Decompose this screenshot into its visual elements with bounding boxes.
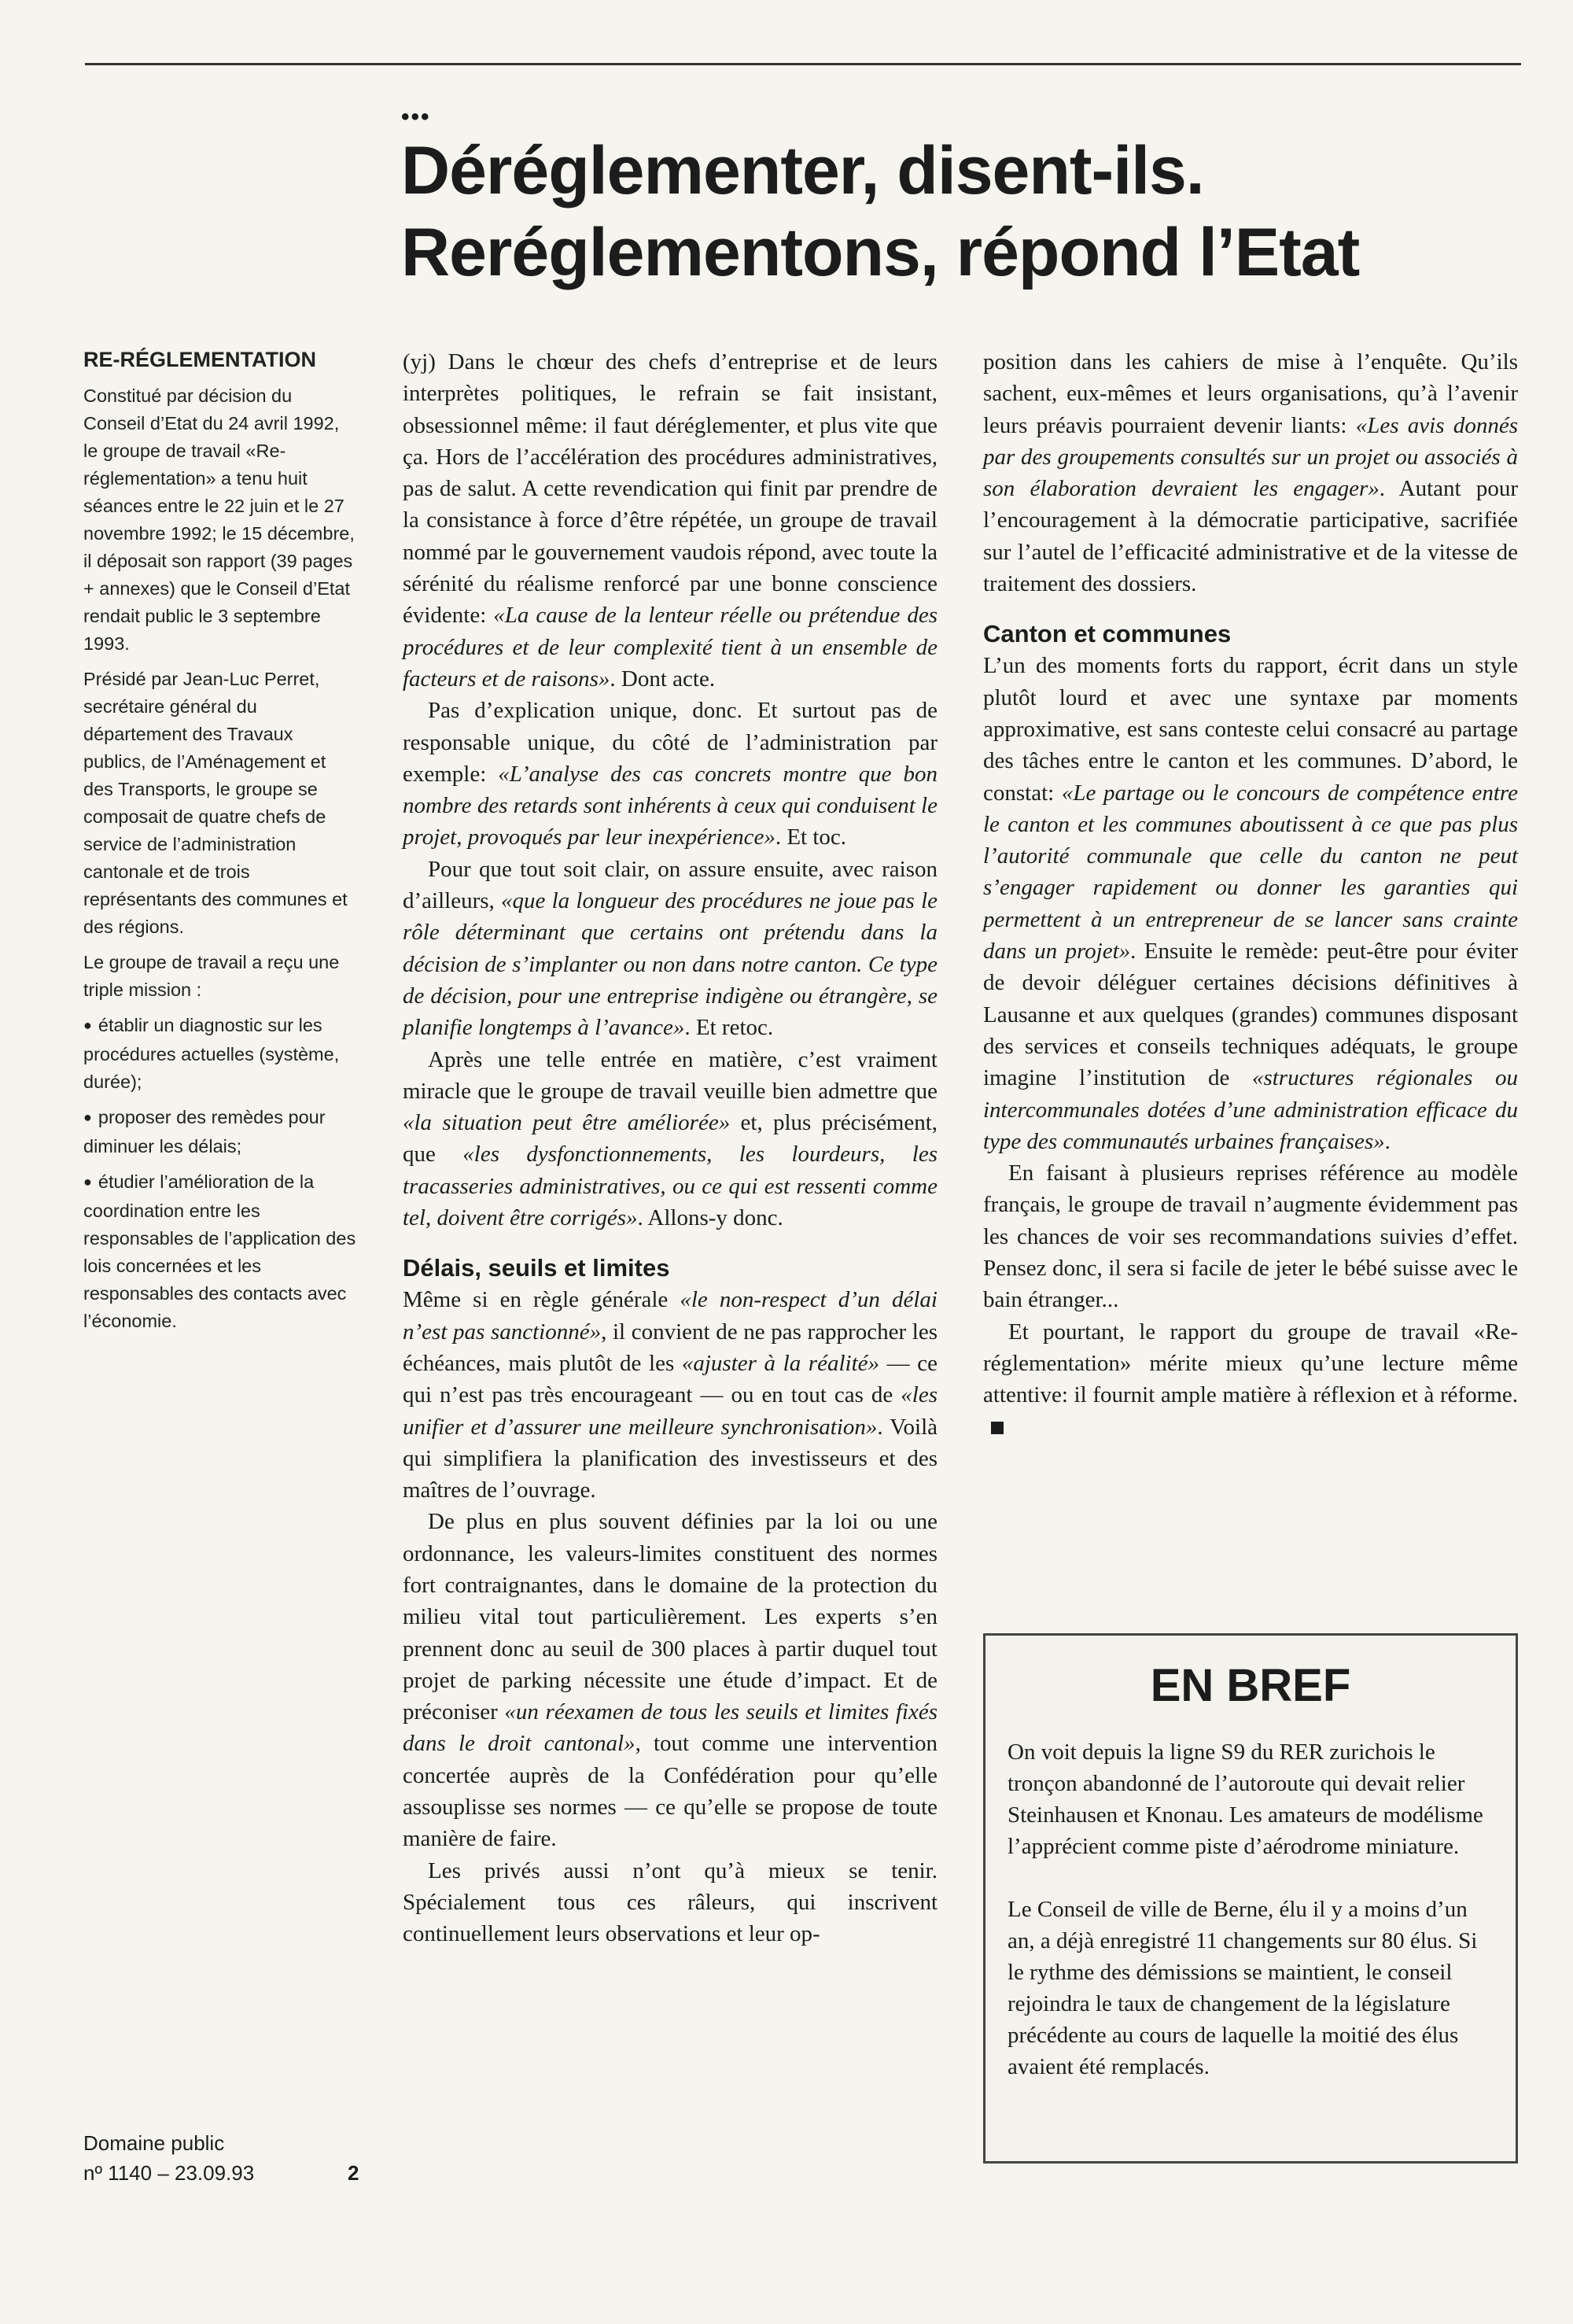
article-column-2 <box>983 346 1518 1443</box>
sidebar-paragraph: Le groupe de travail a reçu une triple mission : <box>83 952 340 1000</box>
article-paragraph: De plus en plus souvent définies par la loi ou une ordonnance, les valeurs-limites constituent des normes fort contraignantes, dans le domaine de la protection du milieu vital tout particulièrement. Les experts s’en prennent donc au seuil de 300 places à partir duquel tout projet de parking nécessite une étude d’impact. Et de préconiser «un réexamen de tous les seuils et limites fixés dans le droit cantonal», tout comme une intervention concertée auprès de la Confédération pour qu’elle assouplisse ses normes — ce qu’elle se propose de toute manière de faire. <box>403 1509 938 1852</box>
sidebar-paragraph: Présidé par Jean-Luc Perret, secrétaire général du département des Travaux publics, de l’Aménagement et des Transports, le groupe se composait de quatre chefs de service de l’administration cantonale et de trois représentants des communes et des régions. <box>83 669 348 937</box>
article-paragraph: Les privés aussi n’ont qu’à mieux se tenir. Spécialement tous ces râleurs, qui inscrivent continuellement leurs observations et leur op- <box>403 1857 938 1947</box>
headline-line-2: Reréglementons, répond l’Etat <box>401 215 1360 290</box>
end-of-article-mark <box>991 1422 1004 1434</box>
issue-number: nº 1140 – 23.09.93 <box>83 2161 255 2185</box>
article-paragraph: Pas d’explication unique, donc. Et surtout pas de responsable unique, du côté de l’administration par exemple: «L’analyse des cas concrets montre que bon nombre des retards sont inhérents à ceux qui conduisent le projet, provoqués par leur inexpérience». Et toc. <box>403 698 938 850</box>
page-number: 2 <box>348 2161 359 2185</box>
headline-line-1: Déréglementer, disent-ils. <box>401 133 1204 208</box>
article-paragraph: Même si en règle générale «le non-respect d’un délai n’est pas sanctionné», il convient de ne pas rapprocher les échéances, mais plutôt de les «ajuster à la réalité» — ce qui n’est pas très encourageant — ou en tout cas de «les unifier et d’assurer une meilleure synchronisation». Voilà qui simplifiera la planification des investisseurs et des maîtres de l’ouvrage. <box>403 1287 938 1503</box>
en-bref-title: EN BREF <box>1150 1660 1351 1711</box>
headline-dots: ••• <box>401 104 431 130</box>
sidebar-bullet: ● proposer des remèdes pour diminuer les délais; <box>83 1104 359 1160</box>
article-paragraph: (yj) Dans le chœur des chefs d’entreprise et de leurs interprètes politiques, le refrain se fait insistant, obsessionnel même: il faut déréglementer, et plus vite que ça. Hors de l’accélération des procédures administratives, pas de salut. A cette revendication qui finit par prendre de la consistance à force d’être répétée, un groupe de travail nommé par le gouvernement vaudois répond, avec toute la sérénité du réalisme renforcé par une bonne conscience évidente: «La cause de la lenteur réelle ou prétendue des procédures et de leur complexité tient à un ensemble de facteurs et de raisons». Dont acte. <box>403 349 938 692</box>
sidebar-bullet: ● étudier l’amélioration de la coordination entre les responsables de l’application des lois concernées et les responsables des contacts avec l’économie. <box>83 1168 359 1335</box>
article-column-1 <box>403 346 938 1950</box>
page-footer <box>83 2128 374 2188</box>
publication-name: Domaine public <box>83 2131 225 2155</box>
sidebar-bullet: ● établir un diagnostic sur les procédures actuelles (système, durée); <box>83 1012 359 1096</box>
sidebar-paragraph: Constitué par décision du Conseil d’Etat du 24 avril 1992, le groupe de travail «Re-réglementation» a tenu huit séances entre le 22 juin et le 27 novembre 1992; le 15 décembre, il déposait son rapport (39 pages + annexes) que le Conseil d’Etat rendait public le 3 septembre 1993. <box>83 385 355 654</box>
section-heading: Délais, seuils et limites <box>403 1254 670 1282</box>
top-rule <box>85 63 1521 65</box>
article-paragraph: position dans les cahiers de mise à l’enquête. Qu’ils sachent, eux-mêmes et leurs organisations, qu’à l’avenir leurs préavis pourraient devenir liants: «Les avis donnés par des groupements consultés sur un projet ou associés à son élaboration devraient les engager». Autant pour l’encouragement à la démocratie participative, sacrifiée sur l’autel de l’efficacité administrative et de la vitesse de traitement des dossiers. <box>983 349 1518 597</box>
en-bref-item: On voit depuis la ligne S9 du RER zurichois le tronçon abandonné de l’autoroute qui devait relier Steinhausen et Knonau. Les amateurs de modélisme l’apprécient comme piste d’aérodrome miniature. <box>1008 1739 1483 1859</box>
article-paragraph: En faisant à plusieurs reprises référence au modèle français, le groupe de travail n’augmente évidemment pas les chances de voir ses recommandations suivies d’effet. Pensez donc, il sera si facile de jeter le bébé suisse avec le bain étranger... <box>983 1160 1518 1313</box>
article-paragraph: Pour que tout soit clair, on assure ensuite, avec raison d’ailleurs, «que la longueur des procédures ne joue pas le rôle déterminant que certains ont prétendu dans la décision de s’implanter ou non dans notre canton. Ce type de décision, pour une entreprise indigène ou étrangère, se planifie longtemps à l’avance». Et retoc. <box>403 856 938 1041</box>
article-paragraph: L’un des moments forts du rapport, écrit dans un style plutôt lourd et avec une syntaxe par moments approximative, est sans conteste celui consacré au partage des tâches entre le canton et les communes. D’abord, le constat: «Le partage ou le concours de compétence entre le canton et les communes aboutissent à ce que pas plus l’autorité communale que celle du canton ne peut s’engager rapidement ou donner les garanties qui permettent à un entrepreneur de se lancer sans crainte dans un projet». Ensuite le remède: peut-être pour éviter de devoir déléguer certaines décisions définitives à Lausanne et aux quelques (grandes) communes disposant des services et conseils techniques adéquats, le groupe imagine l’institution de «structures régionales ou intercommunales dotées d’une administration efficace du type des communautés urbaines françaises». <box>983 653 1518 1154</box>
article-paragraph: Et pourtant, le rapport du groupe de travail «Re-réglementation» mérite mieux qu’une lecture même attentive: il fournit ample matière à réflexion et à réforme. <box>983 1316 1518 1443</box>
en-bref-box <box>983 1633 1518 2164</box>
sidebar-heading: RE-RÉGLEMENTATION <box>83 348 316 371</box>
en-bref-item: Le Conseil de ville de Berne, élu il y a moins d’un an, a déjà enregistré 11 changements sur 80 élus. Si le rythme des démissions se maintient, le conseil rejoindra le taux de changement de la législature précédente au cours de laquelle la moitié des élus avaient été remplacés. <box>1008 1897 1478 2079</box>
sidebar <box>83 346 359 1343</box>
article-paragraph: Après une telle entrée en matière, c’est vraiment miracle que le groupe de travail veuille bien admettre que «la situation peut être améliorée» et, plus précisément, que «les dysfonctionnements, les lourdeurs, les tracasseries administratives, ou ce qui est ressenti comme tel, doivent être corrigés». Allons-y donc. <box>403 1046 938 1231</box>
headline <box>401 130 1518 293</box>
section-heading: Canton et communes <box>983 620 1232 648</box>
